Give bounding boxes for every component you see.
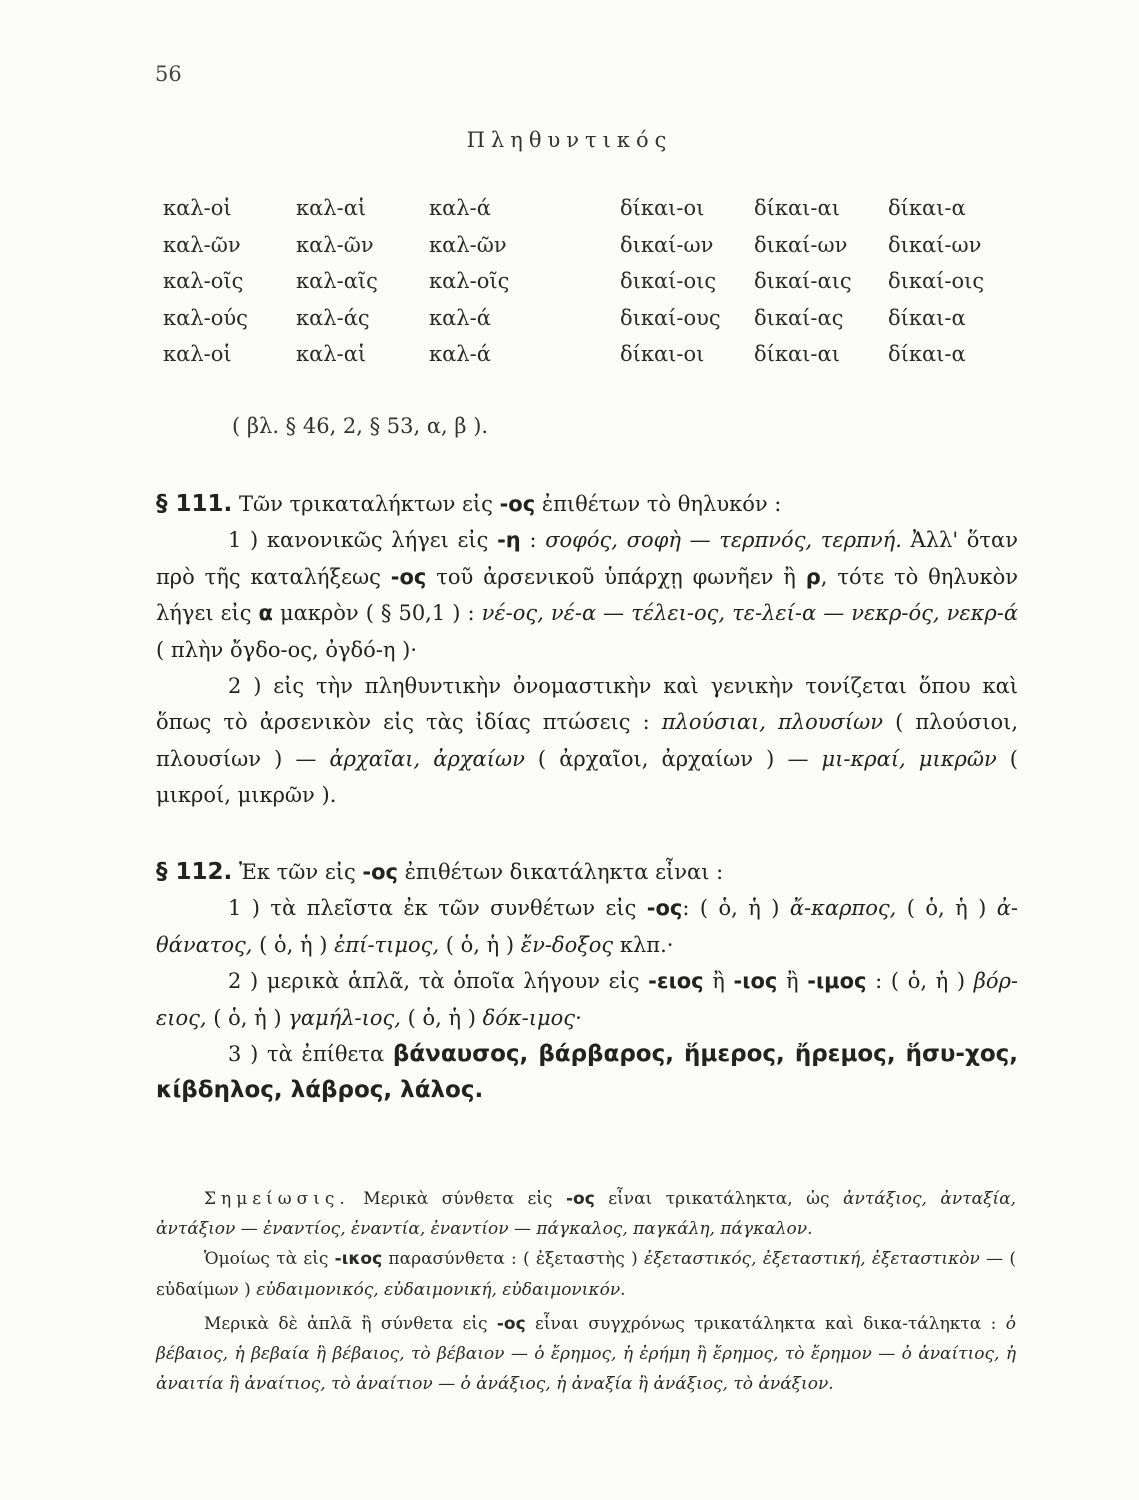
kalos-form-row [163,233,562,270]
note-3: Μερικὰ δὲ ἁπλᾶ ἢ σύνθετα εἰς -ος εἶναι συγχρόνως τρικατάληκτα καὶ δικα-τάληκτα : ὁ βέβαιος, ἡ βεβαία ἢ βέβαιος, τὸ βέβαιον — ὁ ἔρημος, ἡ ἐρήμη ἢ ἔρημος, τὸ ἔρημον — ὁ ἀναίτιος, ἡ ἀναιτία ἢ ἀναίτιος, τὸ ἀναίτιον — ὁ ἀνάξιος, ἡ ἀναξία ἢ ἀνάξιος, τὸ ἀνάξιον. [156,1313,1016,1395]
kalos-form-row [163,306,562,343]
dikaios-form-cell: δίκαι-οι [620,342,705,366]
section-111-point-1: 1 ) κανονικῶς λήγει εἰς -η : σοφός, σοφὴ — τερπνός, τερπνή. Ἀλλ' ὅταν πρὸ τῆς καταλήξεως -ος τοῦ ἀρσενικοῦ ὑπάρχῃ φωνῆεν ἢ ρ, τότε τὸ θηλυκὸν λήγει εἰς α μακρὸν ( § 50,1 ) : νέ-ος, νέ-α — τέλει-ος, τε-λεί-α — νεκρ-ός, νεκρ-ά ( πλὴν ὄγδο-ος, ὀγδό-η )· [156,528,1019,662]
section-111-heading: § 111. Τῶν τρικαταλήκτων εἰς -ος ἐπιθέτων τὸ θηλυκόν : [156,491,782,517]
dikaios-form-cell: δικαί-οις [888,269,985,293]
kalos-form-cell: καλ-οῖς [163,269,244,293]
kalos-form-cell: καλ-άς [296,305,370,330]
kalos-form-cell: καλ-ά [429,342,491,366]
dikaios-form-cell: δίκαι-αι [754,196,840,220]
dikaios-form-cell: δικαί-αις [754,269,852,293]
kalos-form-row [163,269,562,306]
kalos-form-row [163,342,562,379]
dikaios-form-cell: δίκαι-αι [754,342,840,366]
dikaios-form-cell: δίκαι-οι [620,196,705,220]
dikaios-form-row [620,306,1022,343]
dikaios-form-cell: δικαί-ων [888,232,982,257]
kalos-form-cell: καλ-οἱ [163,196,232,220]
section-number: § 111. [156,491,233,517]
kalos-form-cell: καλ-ῶν [163,232,241,257]
note-1: Σημείωσις. Μερικὰ σύνθετα εἰς -ος εἶναι τρικατάληκτα, ὡς ἀντάξιος, ἀνταξία, ἀντάξιον — ἐναντίος, ἐναντία, ἐναντίον — πάγκαλος, παγκάλη, πάγκαλον. [156,1189,1016,1240]
kalos-form-cell: καλ-αἱ [296,196,367,220]
declension-table-kalos [163,196,562,379]
section-111 [156,486,1018,814]
kalos-form-cell: καλ-ά [429,196,491,220]
section-112-point-3: 3 ) τὰ ἐπίθετα βάναυσος, βάρβαρος, ἥμερος, ἤρεμος, ἥσυ-χος, κίβδηλος, λάβρος, λάλος. [156,1041,1018,1104]
note-block [156,1184,1016,1399]
kalos-form-cell: καλ-αἱ [296,342,367,366]
dikaios-form-cell: δικαί-ους [620,305,721,330]
declension-table-dikaios [620,196,1022,379]
section-112-point-2: 2 ) μερικὰ ἁπλᾶ, τὰ ὁποῖα λήγουν εἰς -ειος ἢ -ιος ἢ -ιμος : ( ὁ, ἡ ) βόρ-ειος, ( ὁ, ἡ ) γαμήλ-ιος, ( ὁ, ἡ ) δόκ-ιμος· [156,969,1019,1030]
dikaios-form-cell: δικαί-ων [754,232,848,257]
dikaios-form-cell: δικαί-ων [620,232,714,257]
section-111-point-2: 2 ) εἰς τὴν πληθυντικὴν ὀνομαστικὴν καὶ γενικὴν τονίζεται ὅπου καὶ ὅπως τὸ ἀρσενικὸν εἰς τὰς ἰδίας πτώσεις : πλούσιαι, πλουσίων ( πλούσιοι, πλουσίων ) — ἀρχαῖαι, ἀρχαίων ( ἀρχαῖοι, ἀρχαίων ) — μι-κραί, μικρῶν ( μικροί, μικρῶν ). [156,674,1018,808]
dikaios-form-row [620,269,1022,306]
kalos-form-cell: καλ-ῶν [296,232,374,257]
section-112-heading: § 112. Ἐκ τῶν εἰς -ος ἐπιθέτων δικατάληκτα εἶναι : [156,859,724,885]
page-number: 56 [155,62,182,86]
kalos-form-cell: καλ-αῖς [296,269,378,293]
section-112-point-1: 1 ) τὰ πλεῖστα ἐκ τῶν συνθέτων εἰς -ος: ( ὁ, ἡ ) ἄ-καρπος, ( ὁ, ἡ ) ἀ-θάνατος, ( ὁ, ἡ ) ἐπί-τιμος, ( ὁ, ἡ ) ἔν-δοξος κλπ.· [156,896,1018,957]
section-112 [156,854,1018,1109]
dikaios-form-cell: δικαί-οις [620,269,717,293]
plural-heading: Πληθυντικός [466,128,673,152]
note-2: Ὁμοίως τὰ εἰς -ικος παρασύνθετα : ( ἐξεταστὴς ) ἐξεταστικός, ἐξεταστική, ἐξεταστικὸν — ( εὐδαίμων ) εὐδαιμονικός, εὐδαιμονική, εὐδαιμονικόν. [156,1249,1016,1300]
kalos-form-cell: καλ-ά [429,305,491,330]
kalos-form-cell: καλ-οῖς [429,269,510,293]
dikaios-form-row [620,233,1022,270]
kalos-form-cell: καλ-ούς [163,305,248,330]
dikaios-form-row [620,196,1022,233]
dikaios-form-cell: δίκαι-α [888,305,966,330]
dikaios-form-row [620,342,1022,379]
section-number: § 112. [156,859,233,885]
cross-reference: ( βλ. § 46, 2, § 53, α, β ). [232,414,489,438]
dikaios-form-cell: δίκαι-α [888,196,966,220]
dikaios-form-cell: δίκαι-α [888,342,966,366]
note-label: Σημείωσις. [204,1189,350,1209]
kalos-form-row [163,196,562,233]
kalos-form-cell: καλ-ῶν [429,232,507,257]
dikaios-form-cell: δικαί-ας [754,305,844,330]
kalos-form-cell: καλ-οἱ [163,342,232,366]
